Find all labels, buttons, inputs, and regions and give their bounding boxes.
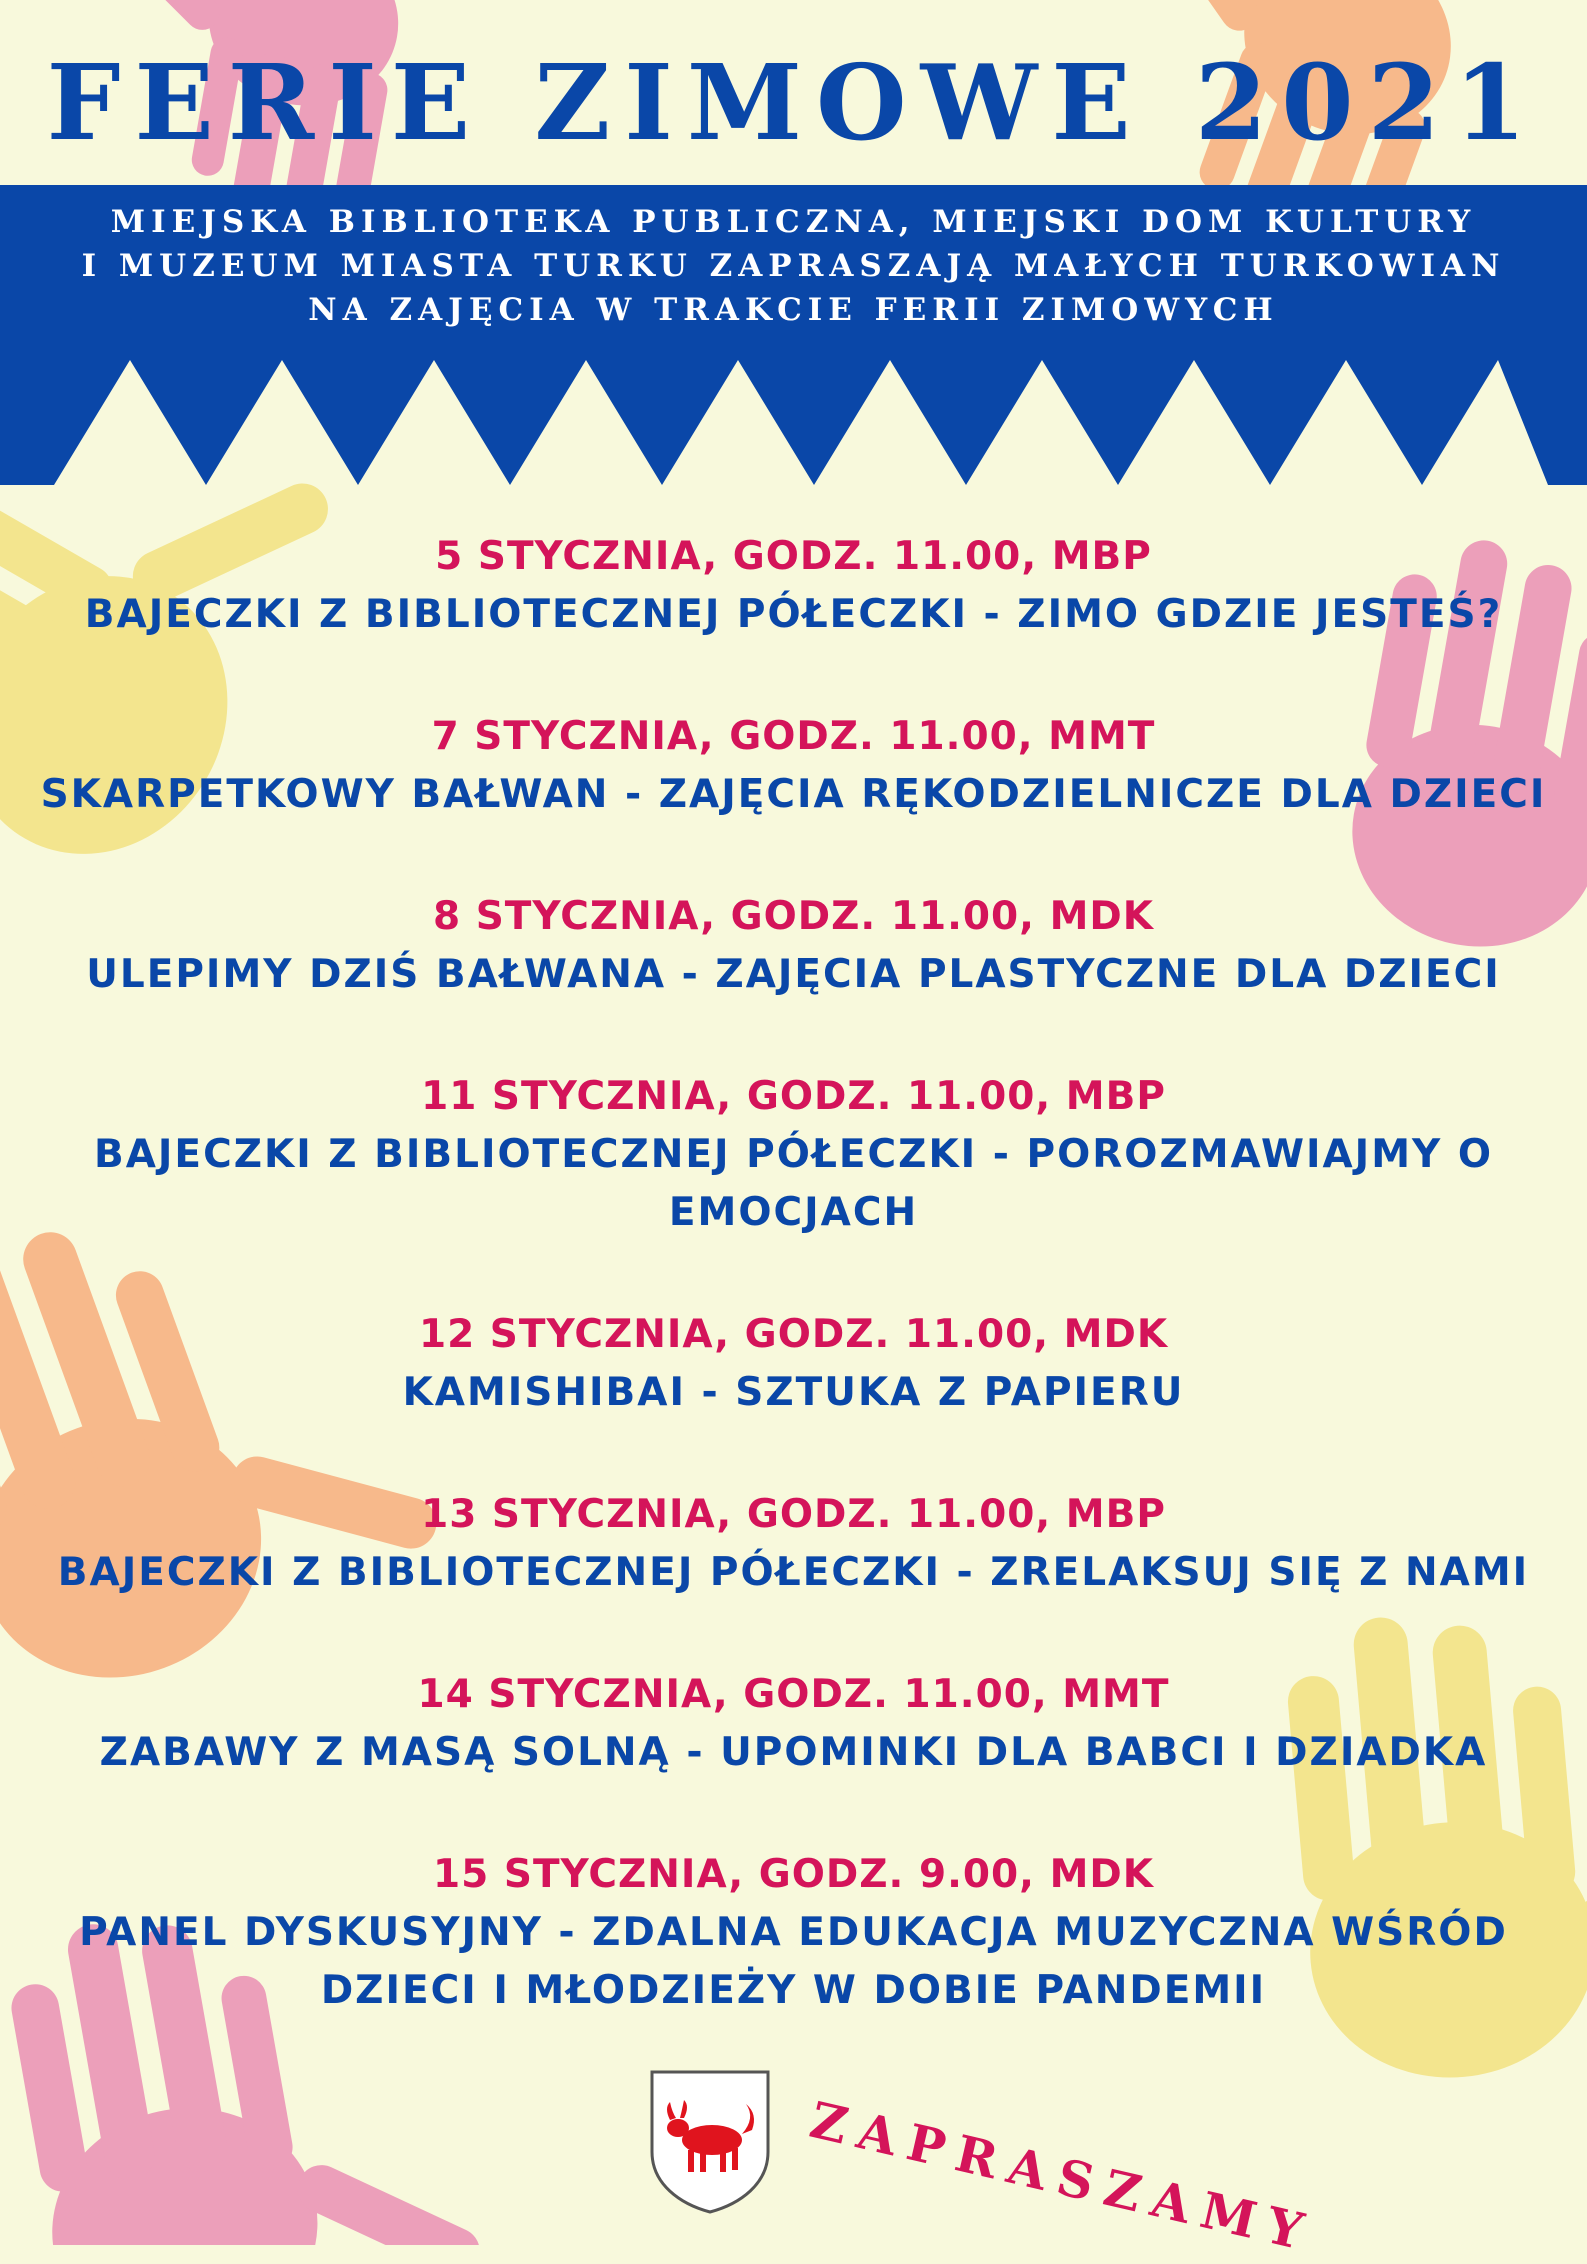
event-item xyxy=(40,1068,1547,1242)
event-title: PANEL DYSKUSYJNY - ZDALNA EDUKACJA MUZYCZNA WŚRÓD DZIECI I MŁODZIEŻY W DOBIE PANDEMII xyxy=(79,1910,1508,2013)
event-item xyxy=(40,1306,1547,1422)
closing-invitation: ZAPRASZAMY xyxy=(804,2090,1321,2264)
subtitle-line: NA ZAJĘCIA W TRAKCIE FERII ZIMOWYCH xyxy=(308,292,1279,328)
event-item xyxy=(40,708,1547,824)
event-item xyxy=(40,1486,1547,1602)
bull-crest-icon xyxy=(648,2068,772,2214)
event-date: 8 STYCZNIA, GODZ. 11.00, MDK xyxy=(433,894,1154,939)
event-item xyxy=(40,1846,1547,2020)
event-date: 15 STYCZNIA, GODZ. 9.00, MDK xyxy=(433,1852,1154,1897)
event-title: BAJECZKI Z BIBLIOTECZNEJ PÓŁECZKI - ZIMO GDZIE JESTEŚ? xyxy=(84,592,1503,637)
poster-title: FERIE ZIMOWE 2021 xyxy=(46,41,1541,164)
subtitle-line: I MUZEUM MIASTA TURKU ZAPRASZAJĄ MAŁYCH TURKOWIAN xyxy=(81,248,1506,284)
event-date: 14 STYCZNIA, GODZ. 11.00, MMT xyxy=(417,1672,1170,1717)
subtitle-line: MIEJSKA BIBLIOTEKA PUBLICZNA, MIEJSKI DOM KULTURY xyxy=(110,204,1477,240)
banner-subtitle xyxy=(0,200,1587,332)
event-list xyxy=(40,528,1547,2020)
event-title: BAJECZKI Z BIBLIOTECZNEJ PÓŁECZKI - ZRELAKSUJ SIĘ Z NAMI xyxy=(57,1550,1530,1595)
event-item xyxy=(40,888,1547,1004)
event-date: 12 STYCZNIA, GODZ. 11.00, MDK xyxy=(418,1312,1169,1357)
event-title: SKARPETKOWY BAŁWAN - ZAJĘCIA RĘKODZIELNICZE DLA DZIECI xyxy=(40,772,1547,817)
event-date: 7 STYCZNIA, GODZ. 11.00, MMT xyxy=(431,714,1156,759)
event-title: BAJECZKI Z BIBLIOTECZNEJ PÓŁECZKI - POROZMAWIAJMY O EMOCJACH xyxy=(94,1132,1493,1235)
event-date: 13 STYCZNIA, GODZ. 11.00, MBP xyxy=(421,1492,1166,1537)
event-date: 11 STYCZNIA, GODZ. 11.00, MBP xyxy=(421,1074,1166,1119)
event-item xyxy=(40,1666,1547,1782)
event-date: 5 STYCZNIA, GODZ. 11.00, MBP xyxy=(435,534,1152,579)
event-title: ULEPIMY DZIŚ BAŁWANA - ZAJĘCIA PLASTYCZNE DLA DZIECI xyxy=(86,952,1501,997)
event-item xyxy=(40,528,1547,644)
event-title: KAMISHIBAI - SZTUKA Z PAPIERU xyxy=(402,1370,1185,1415)
event-title: ZABAWY Z MASĄ SOLNĄ - UPOMINKI DLA BABCI I DZIADKA xyxy=(99,1730,1488,1775)
